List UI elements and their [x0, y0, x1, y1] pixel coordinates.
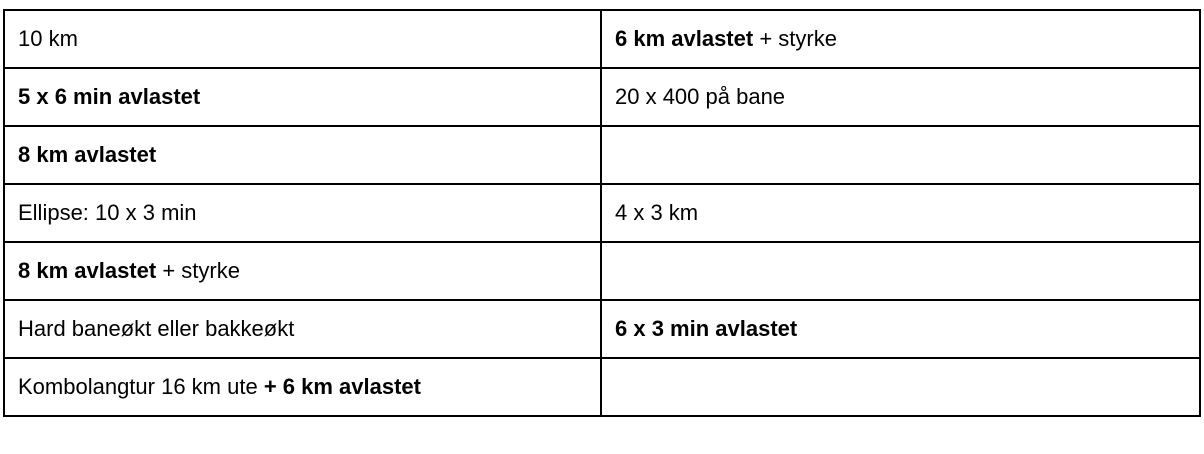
cell-text: Ellipse: 10 x 3 min: [18, 200, 197, 225]
cell-text: Kombolangtur 16 km ute: [18, 374, 264, 399]
table-cell-right-empty: [601, 126, 1200, 184]
cell-text: + styrke: [753, 26, 837, 51]
table-row: [4, 126, 1200, 184]
table-cell-left: [4, 358, 601, 416]
table-cell-left: [4, 126, 601, 184]
table-cell-left: [4, 10, 601, 68]
table-cell-right: [601, 300, 1200, 358]
table-cell-right: [601, 184, 1200, 242]
cell-text-bold: 6 x 3 min avlastet: [615, 316, 798, 341]
cell-text-bold: 8 km avlastet: [18, 258, 157, 283]
cell-text: + styrke: [156, 258, 240, 283]
table-cell-left: [4, 68, 601, 126]
table-row: [4, 300, 1200, 358]
table-row: [4, 242, 1200, 300]
table-cell-right: [601, 68, 1200, 126]
table-cell-left: [4, 300, 601, 358]
table-row: [4, 68, 1200, 126]
table-cell-left: [4, 242, 601, 300]
table-row: [4, 184, 1200, 242]
cell-text-bold: 6 km avlastet: [615, 26, 754, 51]
cell-text: Hard baneøkt eller bakkeøkt: [18, 316, 295, 341]
table-row: [4, 358, 1200, 416]
cell-text-bold: 5 x 6 min avlastet: [18, 84, 201, 109]
cell-text: 4 x 3 km: [615, 200, 699, 225]
table-cell-left: [4, 184, 601, 242]
table-row: [4, 10, 1200, 68]
training-table: [3, 9, 1201, 417]
table-cell-right-empty: [601, 358, 1200, 416]
cell-text: 10 km: [18, 26, 78, 51]
table-cell-right-empty: [601, 242, 1200, 300]
cell-text-bold: 8 km avlastet: [18, 142, 157, 167]
cell-text: 20 x 400 på bane: [615, 84, 786, 109]
cell-text-bold: + 6 km avlastet: [263, 374, 421, 399]
table-cell-right: [601, 10, 1200, 68]
